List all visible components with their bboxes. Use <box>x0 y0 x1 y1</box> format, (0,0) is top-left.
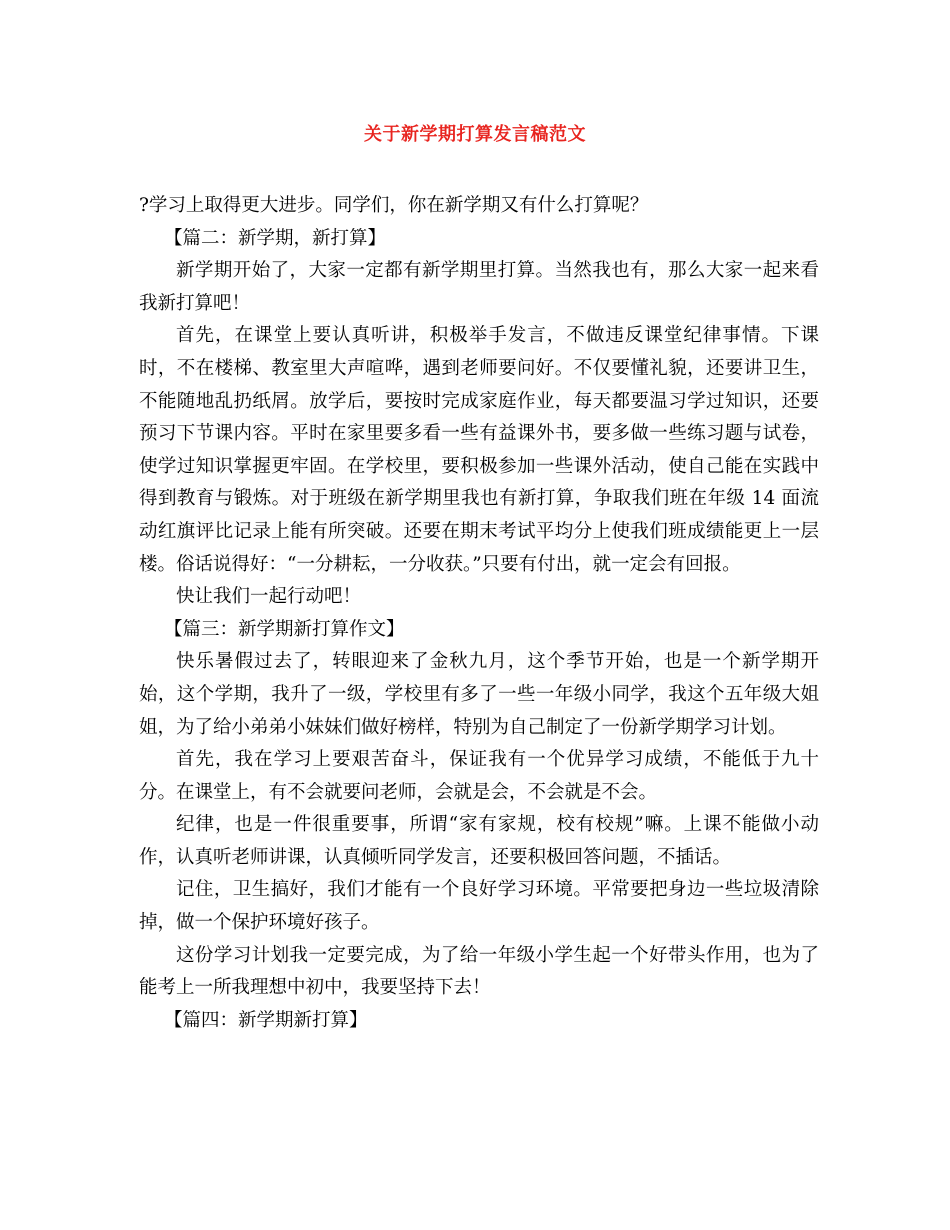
paragraph: 新学期开始了，大家一定都有新学期里打算。当然我也有，那么大家一起来看我新打算吧！ <box>139 260 819 314</box>
document-title: 关于新学期打算发言稿范文 <box>364 124 586 145</box>
paragraph: 这份学习计划我一定要完成，为了给一年级小学生起一个好带头作用，也为了能考上一所我理想中初中，我要坚持下去！ <box>139 944 819 999</box>
section-heading-part3: 【篇三：新学期新打算作文】 <box>164 618 405 640</box>
section-heading-part2: 【篇二：新学期，新打算】 <box>164 227 387 249</box>
document-body <box>139 190 819 1037</box>
paragraph: 快让我们一起行动吧！ <box>176 586 362 608</box>
paragraph: 首先，我在学习上要艰苦奋斗，保证我有一个优异学习成绩，不能低于九十分。在课堂上，有不会就要问老师，会就是会，不会就是不会。 <box>139 749 819 803</box>
paragraph: 首先，在课堂上要认真听讲，积极举手发言，不做违反课堂纪律事情。下课时，不在楼梯、教室里大声喧哗，遇到老师要问好。不仅要懂礼貌，还要讲卫生，不能随地乱扔纸屑。放学后，要按时完成家庭作业，每天都要温习学过知识，还要预习下节课内容。平时在家里要多看一些有益课外书，要多做一些练习题与试卷，使学过知识掌握更牢固。在学校里，要积极参加一些课外活动，使自己能在实践中得到教育与锻炼。对于班级在新学期里我也有新打算，争取我们班在年级 14 面流动红旗评比记录上能有所突破。还要在期末考试平均分上使我们班成绩能更上一层楼。俗话说得好：“一分耕耘，一分收获。”只要有付出，就一定会有回报。 <box>139 325 819 575</box>
paragraph: 记住，卫生搞好，我们才能有一个良好学习环境。平常要把身边一些垃圾清除掉，做一个保护环境好孩子。 <box>139 879 819 934</box>
paragraph: 快乐暑假过去了，转眼迎来了金秋九月，这个季节开始，也是一个新学期开始，这个学期，我升了一级，学校里有多了一些一年级小同学，我这个五年级大姐姐，为了给小弟弟小妹妹们做好榜样，特别为自己制定了一份新学期学习计划。 <box>139 651 819 738</box>
paragraph: 纪律，也是一件很重要事，所谓“家有家规，校有校规”嘛。上课不能做小动作，认真听老师讲课，认真倾听同学发言，还要积极回答问题，不插话。 <box>139 814 819 868</box>
paragraph-continuation: ?学习上取得更大进步。同学们，你在新学期又有什么打算呢？ <box>139 195 649 216</box>
section-heading-part4: 【篇四：新学期新打算】 <box>164 1009 368 1031</box>
